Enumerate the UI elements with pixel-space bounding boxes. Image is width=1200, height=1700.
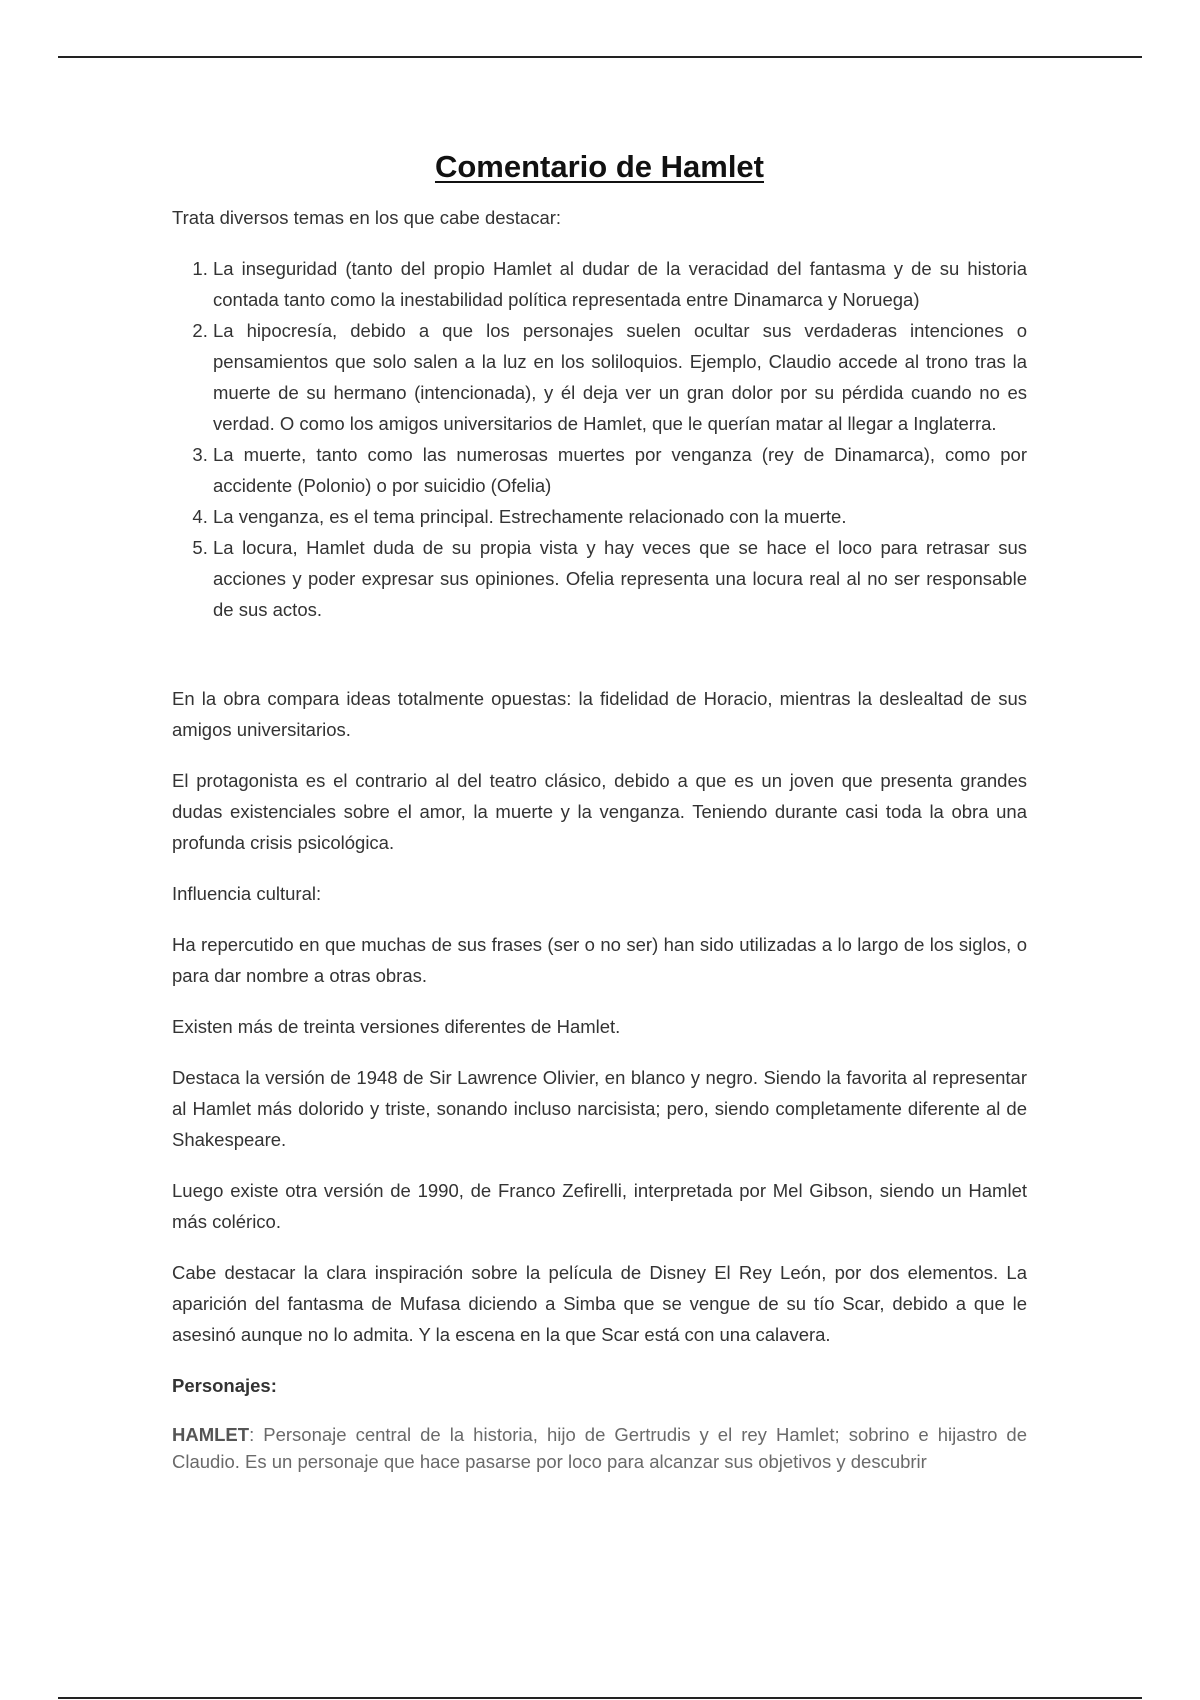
character-description: : Personaje central de la historia, hijo de Gertrudis y el rey Hamlet; sobrino e hijastro de Claudio. Es un personaje que hace pasarse por loco para alcanzar sus objetivos y descubrir [172,1424,1027,1472]
list-item: 3. La muerte, tanto como las numerosas muertes por venganza (rey de Dinamarca), como por accidente (Polonio) o por suicidio (Ofelia) [213,439,1027,501]
themes-list [172,253,1027,625]
paragraph: Cabe destacar la clara inspiración sobre la película de Disney El Rey León, por dos elementos. La aparición del fantasma de Mufasa diciendo a Simba que se vengue de su tío Scar, debido a que le asesinó aunque no lo admita. Y la escena en la que Scar está con una calavera. [172,1262,1027,1345]
paragraph: En la obra compara ideas totalmente opuestas: la fidelidad de Horacio, mientras la deslealtad de sus amigos universitarios. [172,688,1027,740]
list-item: 5. La locura, Hamlet duda de su propia vista y hay veces que se hace el loco para retrasar sus acciones y poder expresar sus opiniones. Ofelia representa una locura real al no ser responsable de sus actos. [213,532,1027,625]
characters-heading: Personajes: [172,1375,277,1396]
header-rule [58,56,1142,58]
section-heading-cultural: Influencia cultural: [172,883,322,904]
character-hamlet [172,1421,1027,1475]
character-name: HAMLET [172,1424,250,1445]
paragraph: Luego existe otra versión de 1990, de Franco Zefirelli, interpretada por Mel Gibson, siendo un Hamlet más colérico. [172,1180,1027,1232]
paragraph: Ha repercutido en que muchas de sus frases (ser o no ser) han sido utilizadas a lo largo de los siglos, o para dar nombre a otras obras. [172,934,1027,986]
paragraph: El protagonista es el contrario al del teatro clásico, debido a que es un joven que presenta grandes dudas existenciales sobre el amor, la muerte y la venganza. Teniendo durante casi toda la obra una profunda crisis psicológica. [172,770,1027,853]
intro-paragraph: Trata diversos temas en los que cabe destacar: [172,207,562,228]
document-body [172,146,1027,1495]
list-item: 1. La inseguridad (tanto del propio Hamlet al dudar de la veracidad del fantasma y de su historia contada tanto como la inestabilidad política representada entre Dinamarca y Noruega) [213,253,1027,315]
list-item: 2. La hipocresía, debido a que los personajes suelen ocultar sus verdaderas intenciones o pensamientos que solo salen a la luz en los soliloquios. Ejemplo, Claudio accede al trono tras la muerte de su hermano (intencionada), y él deja ver un gran dolor por su pérdida cuando no es verdad. O como los amigos universitarios de Hamlet, que le querían matar al llegar a Inglaterra. [213,315,1027,439]
paragraph: Existen más de treinta versiones diferentes de Hamlet. [172,1016,621,1037]
paragraph: Destaca la versión de 1948 de Sir Lawrence Olivier, en blanco y negro. Siendo la favorita al representar al Hamlet más dolorido y triste, sonando incluso narcisista; pero, siendo completamente diferente al de Shakespeare. [172,1067,1027,1150]
footer-rule [58,1697,1142,1699]
document-title: Comentario de Hamlet [434,149,764,184]
list-item: 4. La venganza, es el tema principal. Estrechamente relacionado con la muerte. [213,501,1027,532]
spacer [172,645,1027,683]
